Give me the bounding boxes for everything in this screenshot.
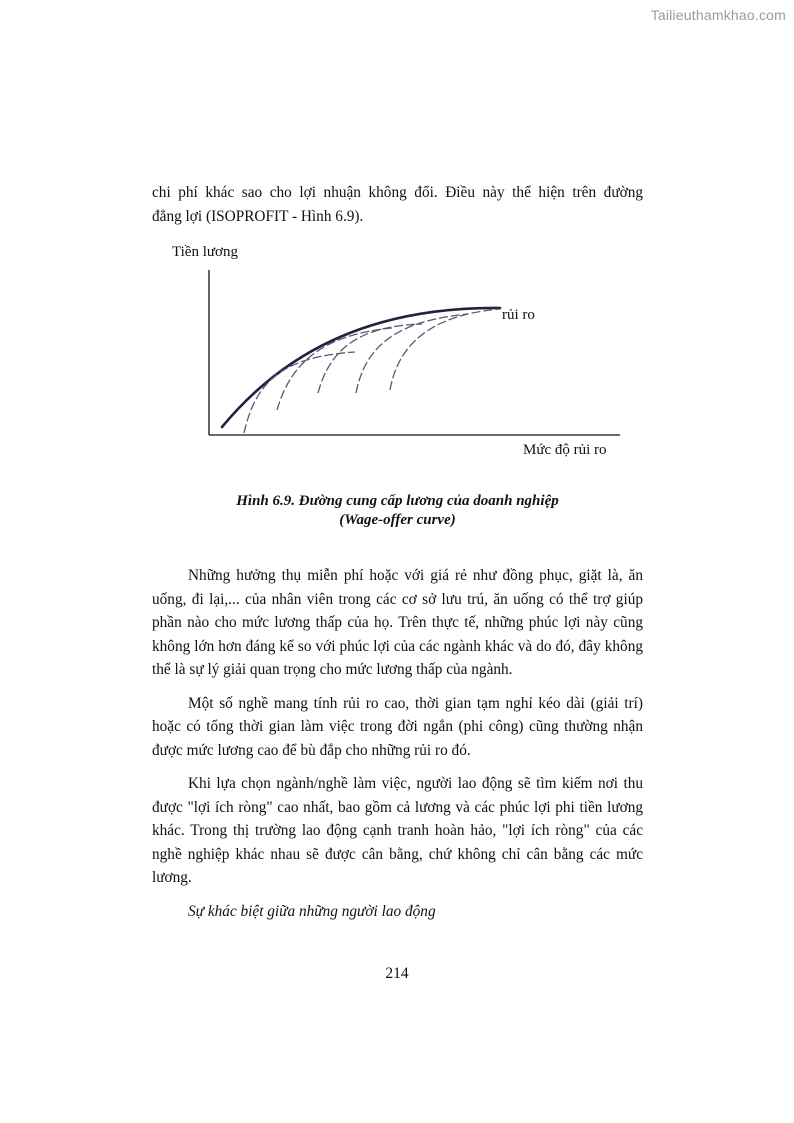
- intro-paragraph: [152, 181, 643, 228]
- caption-line-2: (Wage-offer curve): [339, 512, 456, 528]
- wage-offer-chart: [150, 235, 630, 465]
- paragraph-1: Những hưởng thụ miễn phí hoặc với giá rẻ như đồng phục, giặt là, ăn uống, đi lại,... của nhân viên trong các cơ sở lưu trú, ăn uống có thể trợ giúp phần nào cho mức lương thấp của họ. Trên thực tế, những phúc lợi này cũng không lớn hơn đáng kể so với phúc lợi của các ngành khác và do đó, đây không thể là sự lý giải quan trọng cho mức lương thấp của ngành.: [152, 567, 643, 678]
- intro-line-2: đẳng lợi (ISOPROFIT - Hình 6.9).: [152, 207, 364, 225]
- curve-label: rủi ro: [502, 307, 535, 323]
- caption-line-1: Hình 6.9. Đường cung cấp lương của doanh nghiệp: [236, 493, 559, 509]
- wage-offer-curve: [222, 308, 500, 427]
- intro-line-1: chi phí khác sao cho lợi nhuận không đổi. Điều này thể hiện trên đường: [152, 184, 643, 201]
- figure-caption: [152, 492, 643, 530]
- page-number: 214: [385, 965, 409, 982]
- x-axis-label: Mức độ rủi ro: [523, 442, 607, 458]
- y-axis-label: Tiền lương: [172, 244, 238, 260]
- body-text: [152, 564, 643, 923]
- isoprofit-curve-1: [244, 352, 355, 433]
- isoprofit-curve-5: [390, 309, 500, 390]
- paragraph-3: Khi lựa chọn ngành/nghề làm việc, người lao động sẽ tìm kiếm nơi thu được "lợi ích ròng" cao nhất, bao gồm cả lương và các phúc lợi phi tiền lương khác. Trong thị trường lao động cạnh tranh hoàn hảo, "lợi ích ròng" của các nghề nghiệp khác nhau sẽ được cân bằng, chứ không chỉ cân bằng các mức lương.: [152, 775, 643, 886]
- wage-offer-figure: [150, 235, 630, 465]
- section-subheading: Sự khác biệt giữa những người lao động: [188, 902, 436, 920]
- paragraph-2: Một số nghề mang tính rủi ro cao, thời gian tạm nghỉ kéo dài (giải trí) hoặc có tổng thời gian làm việc trong đời ngắn (phi công) cũng thường nhận được mức lương cao để bù đắp cho những rủi ro đó.: [152, 694, 643, 759]
- watermark: Tailieuthamkhao.com: [650, 7, 786, 23]
